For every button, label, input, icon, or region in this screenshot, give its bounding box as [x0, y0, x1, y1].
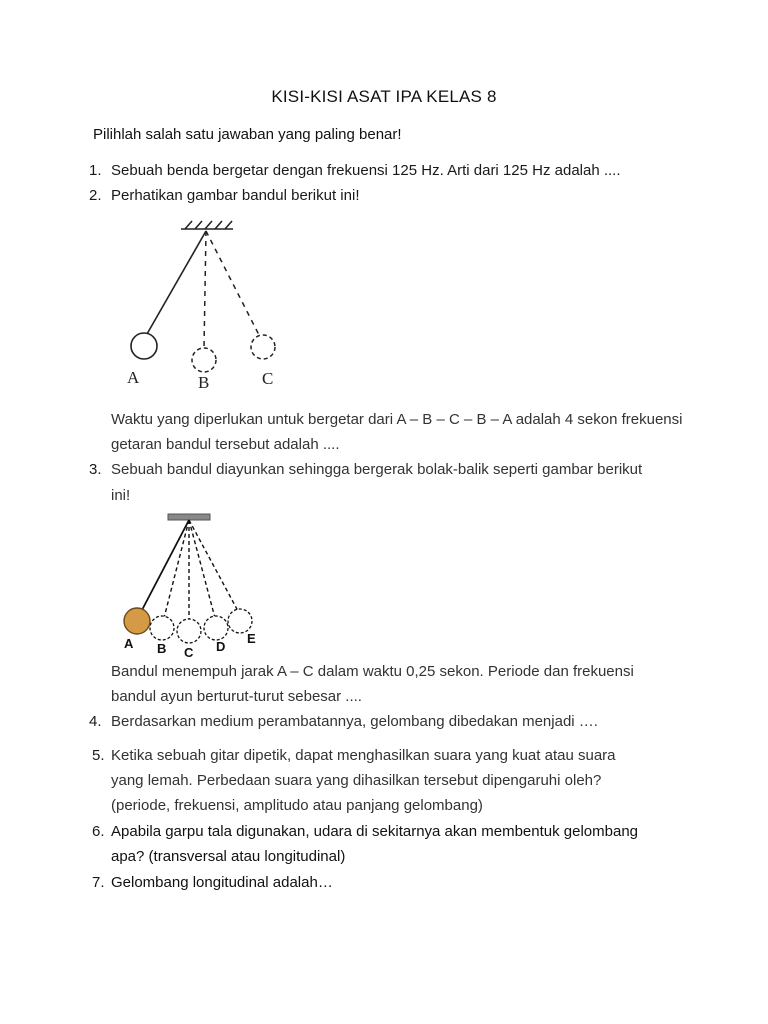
page-title: KISI-KISI ASAT IPA KELAS 8: [271, 87, 497, 106]
string-e: [189, 520, 238, 611]
bob-b: [150, 616, 174, 640]
question-5-text-line-1: Ketika sebuah gitar dipetik, dapat menghasilkan suara yang kuat atau suara: [111, 747, 616, 764]
string-d: [189, 520, 215, 618]
question-7-number: 7.: [92, 874, 105, 891]
bob-a: [131, 333, 157, 359]
bob-d: [204, 616, 228, 640]
bob-e: [228, 609, 252, 633]
string-b: [204, 231, 206, 348]
question-2-body-line-1: Waktu yang diperlukan untuk bergetar dari A – B – C – B – A adalah 4 sekon frekuensi: [111, 411, 683, 428]
label-c: C: [184, 645, 194, 660]
question-3-body-line-1: Bandul menempuh jarak A – C dalam waktu 0,25 sekon. Periode dan frekuensi: [111, 663, 634, 680]
string-b: [164, 520, 189, 618]
bob-a: [124, 608, 150, 634]
label-e: E: [247, 631, 256, 646]
question-4-number: 4.: [89, 713, 102, 730]
bob-c: [177, 619, 201, 643]
ceiling-support: [181, 221, 233, 229]
label-a: A: [124, 636, 134, 651]
question-1-number: 1.: [89, 162, 102, 179]
question-7-text: Gelombang longitudinal adalah…: [111, 874, 333, 891]
string-c: [206, 231, 259, 335]
question-3-text-line-2: ini!: [111, 487, 131, 504]
question-1-text: Sebuah benda bergetar dengan frekuensi 125 Hz. Arti dari 125 Hz adalah ....: [111, 162, 621, 179]
label-b: B: [198, 373, 210, 392]
question-2-text: Perhatikan gambar bandul berikut ini!: [111, 187, 360, 204]
label-b: B: [157, 641, 167, 656]
string-a: [147, 231, 206, 334]
question-3-number: 3.: [89, 461, 102, 478]
question-3-body-line-2: bandul ayun berturut-turut sebesar ....: [111, 688, 362, 705]
ceiling-bar: [168, 514, 210, 520]
pendulum-figure-1: [115, 212, 315, 397]
question-4-text: Berdasarkan medium perambatannya, gelombang dibedakan menjadi ….: [111, 713, 598, 730]
question-5-text-line-2: yang lemah. Perbedaan suara yang dihasilkan tersebut dipengaruhi oleh?: [111, 772, 602, 789]
bob-c: [251, 335, 275, 359]
question-6-number: 6.: [92, 823, 105, 840]
question-3-text-line-1: Sebuah bandul diayunkan sehingga bergerak bolak-balik seperti gambar berikut: [111, 461, 643, 478]
pendulum-figure-2: [112, 510, 272, 660]
question-6-text-line-1: Apabila garpu tala digunakan, udara di sekitarnya akan membentuk gelombang: [111, 823, 639, 840]
string-a: [142, 520, 189, 610]
label-c: C: [262, 369, 274, 388]
question-2-body-line-2: getaran bandul tersebut adalah ....: [111, 436, 340, 453]
question-5-number: 5.: [92, 747, 105, 764]
question-5-text-line-3: (periode, frekuensi, amplitudo atau panjang gelombang): [111, 797, 483, 814]
bob-b: [192, 348, 216, 372]
label-a: A: [127, 368, 140, 387]
question-6-text-line-2: apa? (transversal atau longitudinal): [111, 848, 346, 865]
label-d: D: [216, 639, 226, 654]
question-2-number: 2.: [89, 187, 102, 204]
instruction-text: Pilihlah salah satu jawaban yang paling benar!: [93, 126, 402, 143]
